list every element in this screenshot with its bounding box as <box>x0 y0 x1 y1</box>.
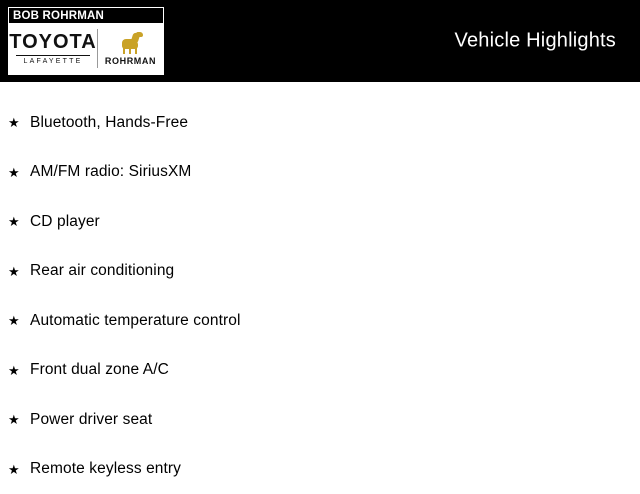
list-item-label: Automatic temperature control <box>30 312 241 330</box>
star-icon: ★ <box>8 215 30 228</box>
list-item-label: Remote keyless entry <box>30 460 181 478</box>
list-item-label: AM/FM radio: SiriusXM <box>30 163 191 181</box>
logo-group-text: ROHRMAN <box>105 56 156 66</box>
star-icon: ★ <box>8 463 30 476</box>
star-icon: ★ <box>8 265 30 278</box>
logo-rohrman-block <box>98 23 163 74</box>
list-item <box>0 445 640 494</box>
page-title: Vehicle Highlights <box>455 30 616 53</box>
star-icon: ★ <box>8 364 30 377</box>
list-item <box>0 395 640 445</box>
dealer-logo <box>8 7 164 75</box>
list-item <box>0 296 640 346</box>
logo-toyota-block <box>9 23 97 74</box>
list-item <box>0 148 640 198</box>
logo-dealer-name: BOB ROHRMAN <box>9 8 163 23</box>
list-item <box>0 197 640 247</box>
list-item-label: Bluetooth, Hands-Free <box>30 114 188 132</box>
list-item-label: CD player <box>30 213 100 231</box>
horse-icon <box>118 32 144 54</box>
page-header <box>0 0 640 82</box>
list-item <box>0 247 640 297</box>
list-item <box>0 98 640 148</box>
list-item-label: Rear air conditioning <box>30 262 174 280</box>
logo-brand-text: TOYOTA <box>9 32 96 53</box>
star-icon: ★ <box>8 413 30 426</box>
list-item-label: Power driver seat <box>30 411 152 429</box>
logo-city-text: LAFAYETTE <box>16 55 90 65</box>
star-icon: ★ <box>8 166 30 179</box>
list-item <box>0 346 640 396</box>
star-icon: ★ <box>8 314 30 327</box>
logo-main-row <box>9 23 163 74</box>
star-icon: ★ <box>8 116 30 129</box>
highlights-list <box>0 82 640 494</box>
list-item-label: Front dual zone A/C <box>30 361 169 379</box>
